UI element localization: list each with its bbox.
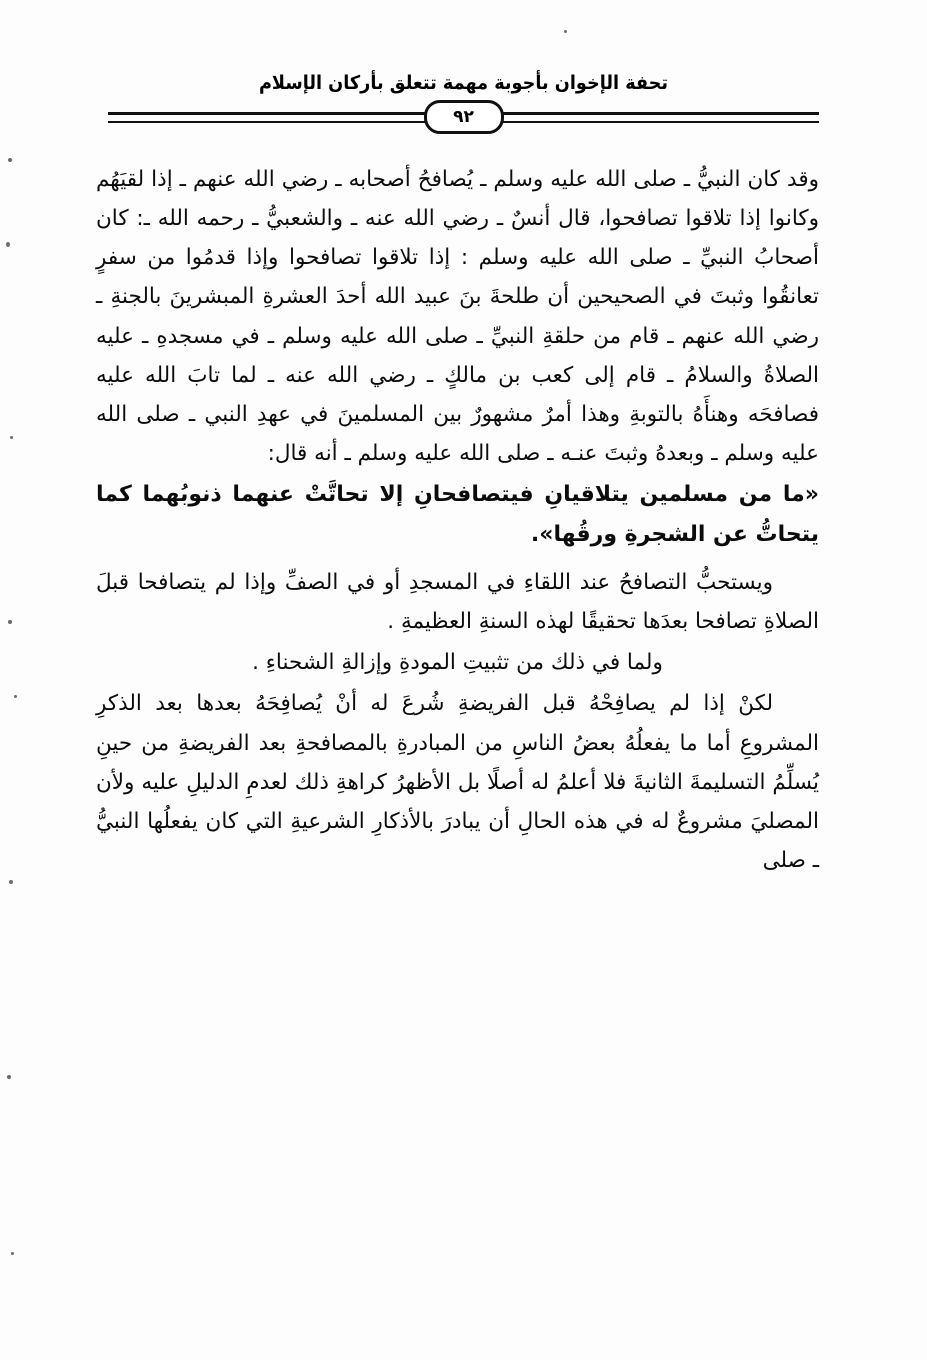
paragraph-5: لكنْ إذا لم يصافِحْهُ قبل الفريضةِ شُرعَ له أنْ يُصافِحَهُ بعدها بعد الذكرِ المشروعِ أما ما يفعلُهُ بعضُ الناسِ من المبادرةِ بالمصافحةِ بعد الفريضةِ من حينِ يُسلِّمُ التسليمةَ الثانيةَ فلا أعلمُ له أصلًا بل الأظهرُ كراهةِ ذلك لعدمِ الدليلِ عليه ولأن المصليَ مشروعٌ له في هذه الحالِ أن يبادرَ بالأذكارِ الشرعيةِ التي كان يفعلُها النبيُّ ـ صلى — [96, 691, 819, 873]
scan-speck — [8, 158, 12, 162]
paragraph-3: ويستحبُّ التصافحُ عند اللقاءِ في المسجدِ أو في الصفِّ وإذا لم يتصافحا قبلَ الصلاةِ تصافحا بعدَها تحقيقًا لهذه السنةِ العظيمةِ . — [96, 570, 819, 635]
scan-speck — [11, 1252, 14, 1255]
scan-speck — [10, 436, 13, 439]
scan-speck — [8, 620, 12, 624]
scan-speck — [564, 30, 567, 33]
scan-speck — [7, 1075, 11, 1079]
paragraph-hadith: «ما من مسلمين يتلاقيانِ فيتصافحانِ إلا تحاتَّتْ عنهما ذنوبُهما كما يتحاتُّ عن الشجرةِ ورقُها». — [96, 482, 819, 548]
page-body — [96, 160, 819, 1332]
scan-speck — [9, 880, 13, 884]
scan-speck — [6, 242, 10, 247]
paragraph-4: ولما في ذلك من تثبيتِ المودةِ وإزالةِ الشحناءِ . — [252, 650, 663, 676]
paragraph-1: وقد كان النبيُّ ـ صلى الله عليه وسلم ـ يُصافحُ أصحابه ـ رضي الله عنهم ـ إذا لقيَهُم وكانوا إذا تلاقوا تصافحوا، قال أنسٌ ـ رضي الله عنه ـ والشعبيُّ ـ رحمه الله ـ: كان أصحابُ النبيِّ ـ صلى الله عليه وسلم : إذا تلاقوا تصافحوا وإذا قدمُوا من سفرٍ تعانقُوا وثبتَ في الصحيحين أن طلحةَ بنَ عبيد الله أحدَ العشرةِ المبشرينَ بالجنةِ ـ رضي الله عنهم ـ قام من حلقةِ النبيِّ ـ صلى الله عليه وسلم ـ في مسجدهِ ـ عليه الصلاةُ والسلامُ ـ قام إلى كعب بن مالكٍ ـ رضي الله عنه ـ لما تابَ الله عليه فصافحَه وهنأَهُ بالتوبةِ وهذا أمرٌ مشهورٌ بين المسلمينَ في عهدِ النبي ـ صلى الله عليه وسلم ـ وبعدهُ وثبتَ عنـه ـ صلى الله عليه وسلم ـ أنه قال: — [96, 167, 819, 466]
page-number-badge: ٩٢ — [424, 100, 504, 134]
page-header — [108, 72, 819, 134]
scan-speck — [14, 695, 17, 698]
book-title: تحفة الإخوان بأجوبة مهمة تتعلق بأركان الإسلام — [258, 72, 669, 94]
